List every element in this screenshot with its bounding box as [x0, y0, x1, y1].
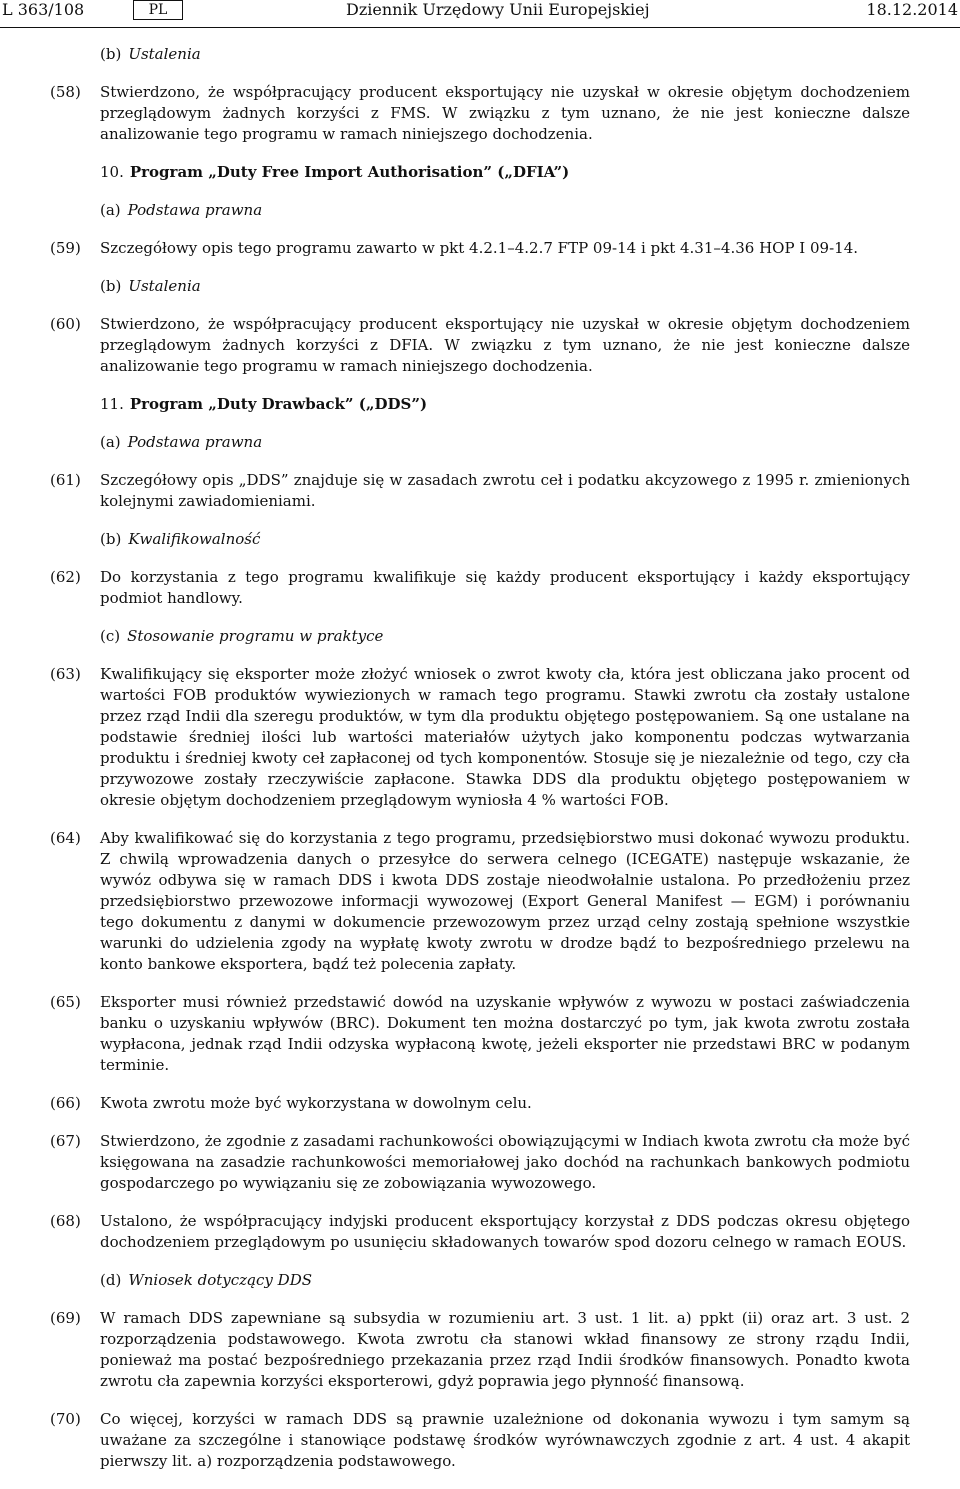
recital-paragraph — [0, 470, 960, 512]
section-title: Program „Duty Drawback” („DDS”) — [129, 395, 428, 413]
recital-number: (61) — [50, 471, 81, 489]
recital-number: (59) — [50, 239, 81, 257]
recital-number: (66) — [50, 1094, 81, 1112]
subsection-heading — [100, 626, 960, 647]
recital-text: Aby kwalifikować się do korzystania z tego programu, przedsiębiorstwo musi dokonać wywozu produktu. Z chwilą wprowadzenia danych o przesyłce do serwera celnego (ICEGATE) następuje wskazanie, że wywóz odbywa się w ramach DDS i kwota DDS zostaje nieodwołalnie ustalona. Po przedłożeniu przez przedsiębiorstwo przewozowe informacji wywozowej (Export General Manifest — EGM) i porównaniu tego dokumentu z danymi w dokumencie przewozowym przez urząd celny zostają spełnione wszystkie warunki do udzielenia zgody na wypłatę kwoty zwrotu w drodze bądź to bezpośredniego przelewu na konto bankowe eksportera, bądź też polecenia zapłaty. — [100, 829, 910, 973]
section-heading — [100, 162, 960, 183]
subsection-heading — [100, 276, 960, 297]
subsection-letter: (d) — [100, 1271, 122, 1289]
recital-number: (60) — [50, 315, 81, 333]
subsection-title: Stosowanie programu w praktyce — [127, 627, 384, 645]
subsection-title: Ustalenia — [128, 277, 201, 295]
recital-text: Szczegółowy opis „DDS” znajduje się w zasadach zwrotu ceł i podatku akcyzowego z 1995 r. zmienionych kolejnymi zawiadomieniami. — [100, 471, 910, 510]
recital-text: Do korzystania z tego programu kwalifikuje się każdy producent eksportujący i każdy eksportujący podmiot handlowy. — [100, 568, 910, 607]
recital-paragraph — [0, 314, 960, 377]
recital-number: (69) — [50, 1309, 81, 1327]
journal-title: Dziennik Urzędowy Unii Europejskiej — [346, 0, 650, 19]
recital-paragraph — [0, 238, 960, 259]
recital-number: (67) — [50, 1132, 81, 1150]
recital-paragraph — [0, 1409, 960, 1472]
subsection-heading — [100, 1270, 960, 1291]
recital-text: Stwierdzono, że współpracujący producent eksportujący nie uzyskał w okresie objętym dochodzeniem przeglądowym żadnych korzyści z DFIA. W związku z tym uznano, że nie jest konieczne dalsze analizowanie tego programu w ramach niniejszego dochodzenia. — [100, 315, 910, 375]
language-badge: PL — [133, 0, 183, 20]
subsection-letter: (a) — [100, 433, 121, 451]
page-reference: L 363/108 — [2, 0, 85, 19]
recital-number: (70) — [50, 1410, 81, 1428]
recital-paragraph — [0, 82, 960, 145]
subsection-letter: (b) — [100, 277, 122, 295]
recital-paragraph — [0, 1131, 960, 1194]
recital-text: Co więcej, korzyści w ramach DDS są prawnie uzależnione od dokonania wywozu i tym samym są uważane za szczególne i stanowiące podstawę środków wyrównawczych zgodnie z art. 4 ust. 4 akapit pierwszy lit. a) rozporządzenia podstawowego. — [100, 1410, 910, 1470]
subsection-heading — [100, 200, 960, 221]
publication-date: 18.12.2014 — [866, 0, 958, 19]
recital-text: Eksporter musi również przedstawić dowód na uzyskanie wpływów z wywozu w postaci zaświadczenia banku o uzyskaniu wpływów (BRC). Dokument ten można dostarczyć po tym, jak kwota zwrotu została wypłacona, jednak rząd Indii odzyska wypłaconą kwotę, jeżeli eksporter nie przedstawi BRC w podanym terminie. — [100, 993, 910, 1074]
header-divider — [0, 27, 960, 28]
subsection-letter: (a) — [100, 201, 121, 219]
recital-text: Stwierdzono, że współpracujący producent eksportujący nie uzyskał w okresie objętym dochodzeniem przeglądowym żadnych korzyści z FMS. W związku z tym uznano, że nie jest konieczne dalsze analizowanie tego programu w ramach niniejszego dochodzenia. — [100, 83, 910, 143]
subsection-heading — [100, 529, 960, 550]
recital-text: Szczegółowy opis tego programu zawarto w pkt 4.2.1–4.2.7 FTP 09-14 i pkt 4.31–4.36 HOP I 09-14. — [100, 239, 859, 257]
recital-text: W ramach DDS zapewniane są subsydia w rozumieniu art. 3 ust. 1 lit. a) ppkt (ii) oraz art. 3 ust. 2 rozporządzenia podstawowego. Kwota zwrotu cła stanowi wkład finansowy ze strony rządu Indii, ponieważ ma postać bezpośredniego przekazania przez rząd Indii środków finansowych. Ponadto kwota zwrotu cła zapewnia korzyści eksporterowi, gdyż poprawia jego płynność finansową. — [100, 1309, 910, 1390]
recital-paragraph — [0, 1211, 960, 1253]
recital-number: (58) — [50, 83, 81, 101]
section-title: Program „Duty Free Import Authorisation” („DFIA”) — [129, 163, 570, 181]
recital-number: (64) — [50, 829, 81, 847]
recital-number: (63) — [50, 665, 81, 683]
recital-number: (62) — [50, 568, 81, 586]
recital-paragraph — [0, 992, 960, 1076]
document-body — [0, 44, 960, 1489]
recital-paragraph — [0, 1093, 960, 1114]
recital-number: (68) — [50, 1212, 81, 1230]
recital-paragraph — [0, 664, 960, 811]
subsection-title: Podstawa prawna — [127, 433, 263, 451]
subsection-title: Podstawa prawna — [127, 201, 263, 219]
recital-text: Kwalifikujący się eksporter może złożyć wniosek o zwrot kwoty cła, która jest obliczana jako procent od wartości FOB produktów wywiezionych w ramach tego programu. Stawki zwrotu cła zostały ustalone przez rząd Indii dla szeregu produktów, w tym dla produktu objętego postępowaniem. Są one ustalane na podstawie średniej ilości lub wartości materiałów użytych jako komponentu podczas wytwarzania produktu i średniej kwoty ceł zapłaconej od tych komponentów. Stosuje się je niezależnie od tego, czy cła przywozowe zostały rzeczywiście zapłacone. Stawka DDS dla produktu objętego postępowaniem w okresie objętym dochodzeniem przeglądowym wyniosła 4 % wartości FOB. — [100, 665, 910, 809]
recital-paragraph — [0, 828, 960, 975]
subsection-title: Kwalifikowalność — [128, 530, 261, 548]
recital-paragraph — [0, 1308, 960, 1392]
recital-text: Ustalono, że współpracujący indyjski producent eksportujący korzystał z DDS podczas okresu objętego dochodzeniem przeglądowym po usunięciu składowanych towarów spod dozoru celnego w ramach EOUS. — [100, 1212, 910, 1251]
recital-text: Stwierdzono, że zgodnie z zasadami rachunkowości obowiązującymi w Indiach kwota zwrotu cła może być księgowana na zasadzie rachunkowości memoriałowej jako dochód na rachunkach bankowych podmiotu gospodarczego po wywiązaniu się ze zobowiązania wywozowego. — [100, 1132, 910, 1192]
recital-text: Kwota zwrotu może być wykorzystana w dowolnym celu. — [100, 1094, 532, 1112]
recital-number: (65) — [50, 993, 81, 1011]
subsection-heading — [100, 432, 960, 453]
subsection-letter: (c) — [100, 627, 121, 645]
subsection-title: Wniosek dotyczący DDS — [128, 1271, 313, 1289]
subsection-letter: (b) — [100, 530, 122, 548]
subsection-title: Ustalenia — [128, 45, 201, 63]
section-heading — [100, 394, 960, 415]
page-header — [0, 0, 960, 34]
subsection-letter: (b) — [100, 45, 122, 63]
recital-paragraph — [0, 567, 960, 609]
subsection-heading — [100, 44, 960, 65]
section-number: 10. — [100, 163, 124, 181]
section-number: 11. — [100, 395, 124, 413]
